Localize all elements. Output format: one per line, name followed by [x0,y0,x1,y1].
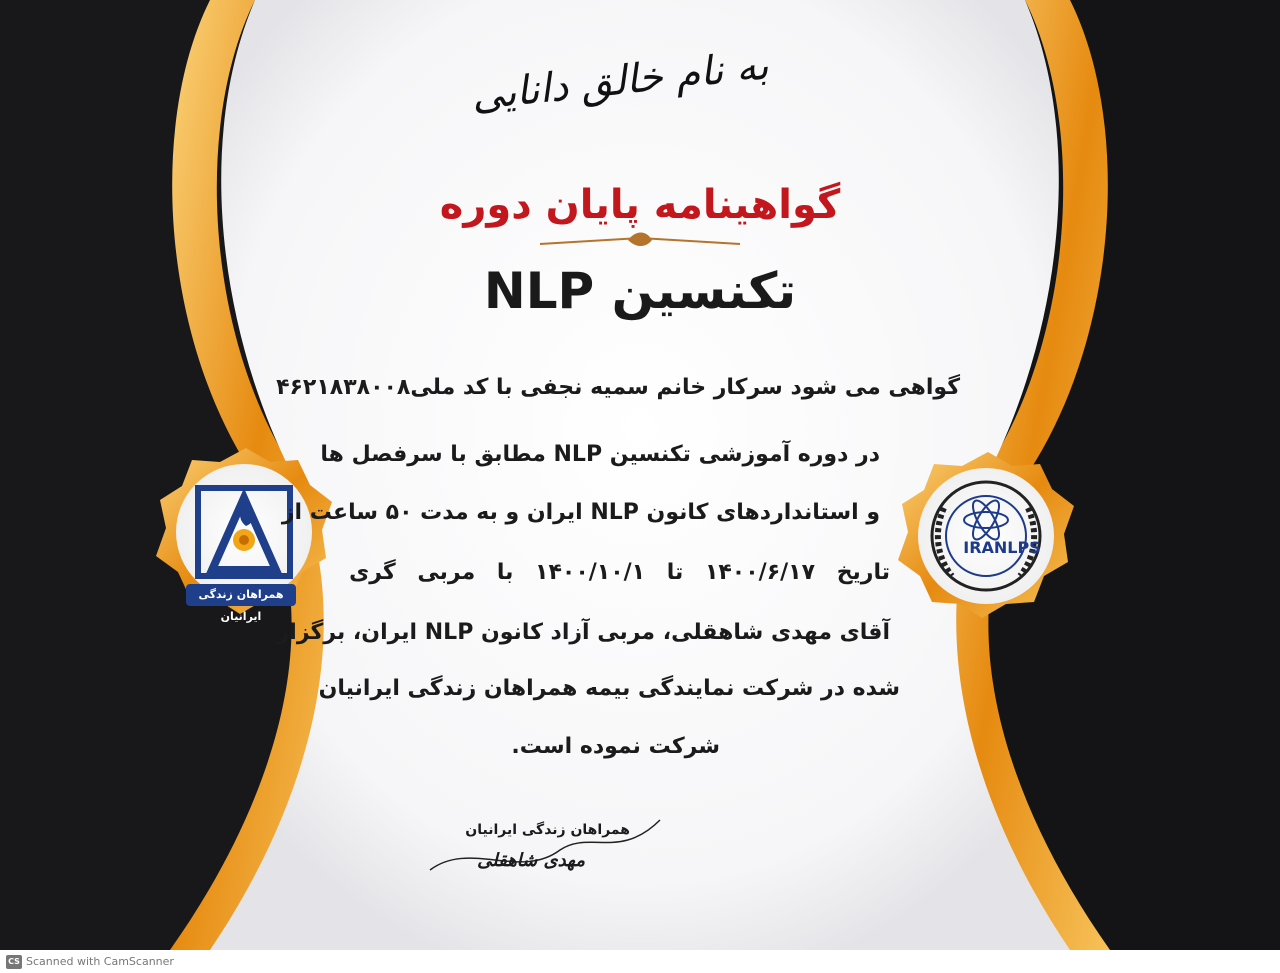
certificate-title: گواهینامه پایان دوره [439,182,841,228]
signature-name: مهدی شاهقلی [477,850,585,871]
nlp-seal-label: IRANLPS [963,538,1041,557]
body-line-7: شرکت نموده است. [511,734,720,759]
blessing-calligraphy: به نام خالق دانایی [469,42,771,120]
body-line-2: در دوره آموزشی تکنسین NLP مطابق با سرفصل ها [320,442,880,467]
camscanner-watermark [0,950,300,973]
body-line-5: آقای مهدی شاهقلی، مربی آزاد کانون NLP ایران، برگزار [276,620,890,645]
body-line-3: و استانداردهای کانون NLP ایران و به مدت ۵۰ ساعت از [281,500,880,525]
course-name: تکنسین NLP [483,262,797,320]
camscanner-icon: CS [6,955,22,969]
signature-organization: همراهان زندگی ایرانیان [465,822,630,838]
insurance-logo-label: همراهان زندگی ایرانیان [186,584,296,606]
body-line-6: شده در شرکت نمایندگی بیمه همراهان زندگی ایرانیان [318,676,900,701]
watermark-text: Scanned with CamScanner [26,955,174,968]
body-line-1: گواهی می شود سرکار خانم سمیه نجفی با کد ملی۴۶۲۱۸۳۸۰۰۸ [276,375,960,400]
body-line-4: تاریخ ۱۴۰۰/۶/۱۷ تا ۱۴۰۰/۱۰/۱ با مربی گری [349,560,890,585]
